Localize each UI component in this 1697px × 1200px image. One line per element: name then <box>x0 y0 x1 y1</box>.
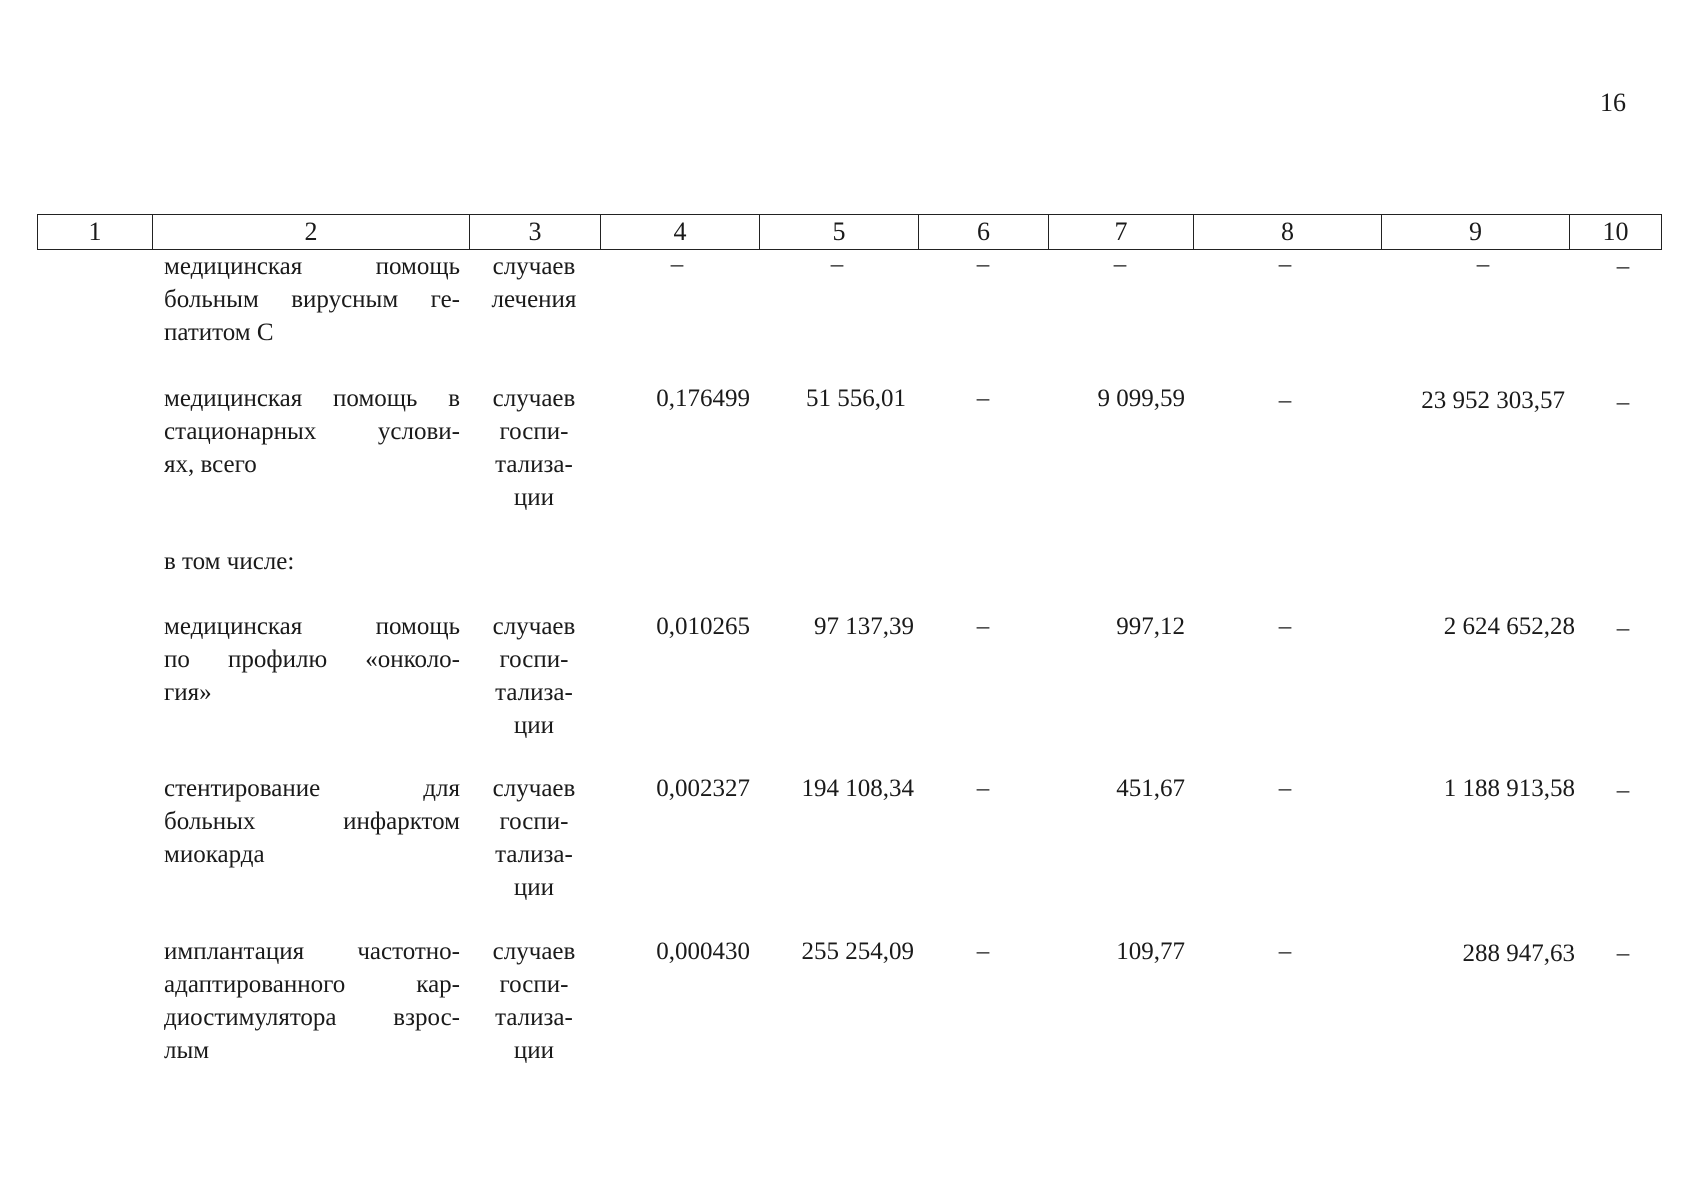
cell-col5: 255 254,09 <box>801 938 914 965</box>
cell-col10: – <box>1616 253 1630 280</box>
row-unit-line: госпи- <box>499 808 569 835</box>
row-name-line: стационарных услови- <box>164 418 460 445</box>
subsection-label-text: в том числе: <box>164 548 295 575</box>
column-header-10: 10 <box>1569 215 1662 249</box>
column-header-2: 2 <box>152 215 469 249</box>
row-unit-line: случаев <box>492 385 576 412</box>
row-name-line: адаптированного кар- <box>164 971 460 998</box>
row-name-line: ях, всего <box>164 451 257 478</box>
cell-col4: 0,000430 <box>656 938 750 965</box>
cell-col6: – <box>976 385 990 412</box>
row-name-line: больных инфарктом <box>164 808 460 835</box>
cell-col9: – <box>1476 251 1490 278</box>
row-unit-line: ции <box>513 1037 555 1064</box>
row-name <box>164 382 460 481</box>
row-unit <box>478 250 590 316</box>
cell-col7: 451,67 <box>1116 775 1185 802</box>
cell-col9: 23 952 303,57 <box>1421 387 1565 414</box>
row-name <box>164 772 460 871</box>
subsection-label <box>164 545 460 578</box>
row-name <box>164 610 460 709</box>
row-name <box>164 250 460 349</box>
row-unit-line: лечения <box>491 286 577 313</box>
row-unit-line: ции <box>513 874 555 901</box>
column-header-7: 7 <box>1048 215 1193 249</box>
cell-col7: – <box>1113 251 1127 278</box>
row-name-line: гия» <box>164 679 212 706</box>
row-unit-line: тализа- <box>495 841 573 868</box>
column-header-9: 9 <box>1381 215 1569 249</box>
cell-col10: – <box>1616 940 1630 967</box>
row-name-line: медицинская помощь в <box>164 385 460 412</box>
column-header-5: 5 <box>759 215 918 249</box>
row-name-line: имплантация частотно- <box>164 938 460 965</box>
row-name-line: по профилю «онколо- <box>164 646 460 673</box>
row-name-line: медицинская помощь <box>164 253 460 280</box>
cell-col10: – <box>1616 389 1630 416</box>
cell-col5: – <box>830 251 844 278</box>
row-name-line: миокарда <box>164 841 265 868</box>
cell-col5: 97 137,39 <box>814 613 914 640</box>
column-header-1: 1 <box>37 215 152 249</box>
cell-col7: 9 099,59 <box>1097 385 1185 412</box>
cell-col10: – <box>1616 777 1630 804</box>
row-unit-line: госпи- <box>499 971 569 998</box>
row-unit-line: тализа- <box>495 1004 573 1031</box>
column-header-3: 3 <box>469 215 600 249</box>
row-unit-line: тализа- <box>495 451 573 478</box>
row-unit-line: ции <box>513 712 555 739</box>
row-name <box>164 935 460 1067</box>
cell-col5: 194 108,34 <box>801 775 914 802</box>
cell-col4: – <box>670 251 684 278</box>
cell-col6: – <box>976 613 990 640</box>
cell-col9: 1 188 913,58 <box>1443 775 1575 802</box>
cell-col8: – <box>1278 938 1292 965</box>
cell-col4: 0,176499 <box>656 385 750 412</box>
row-unit-line: госпи- <box>499 646 569 673</box>
row-unit-line: случаев <box>492 253 576 280</box>
row-name-line: стентирование для <box>164 775 460 802</box>
cell-col6: – <box>976 775 990 802</box>
cell-col4: 0,002327 <box>656 775 750 802</box>
cell-col9: 288 947,63 <box>1462 940 1575 967</box>
row-name-line: патитом С <box>164 319 274 346</box>
page-number: 16 <box>1600 88 1626 117</box>
cell-col8: – <box>1278 387 1292 414</box>
cell-col6: – <box>976 251 990 278</box>
row-name-line: лым <box>164 1037 210 1064</box>
row-name-line: больным вирусным ге- <box>164 286 460 313</box>
row-unit <box>478 382 590 514</box>
cell-col5: 51 556,01 <box>806 385 906 412</box>
cell-col8: – <box>1278 775 1292 802</box>
row-unit <box>478 935 590 1067</box>
row-name-line: диостимулятора взрос- <box>164 1004 460 1031</box>
cell-col6: – <box>976 938 990 965</box>
row-unit-line: случаев <box>492 613 576 640</box>
row-unit-line: случаев <box>492 938 576 965</box>
column-header-6: 6 <box>918 215 1048 249</box>
cell-col7: 997,12 <box>1116 613 1185 640</box>
cell-col8: – <box>1278 251 1292 278</box>
column-header-4: 4 <box>600 215 759 249</box>
table-header-row <box>37 214 1662 250</box>
column-header-8: 8 <box>1193 215 1381 249</box>
row-unit-line: госпи- <box>499 418 569 445</box>
row-unit-line: ции <box>513 484 555 511</box>
cell-col4: 0,010265 <box>656 613 750 640</box>
cell-col7: 109,77 <box>1116 938 1185 965</box>
cell-col8: – <box>1278 613 1292 640</box>
row-unit-line: тализа- <box>495 679 573 706</box>
cell-col9: 2 624 652,28 <box>1443 613 1575 640</box>
row-name-line: медицинская помощь <box>164 613 460 640</box>
row-unit <box>478 610 590 742</box>
cell-col10: – <box>1616 615 1630 642</box>
row-unit-line: случаев <box>492 775 576 802</box>
row-unit <box>478 772 590 904</box>
